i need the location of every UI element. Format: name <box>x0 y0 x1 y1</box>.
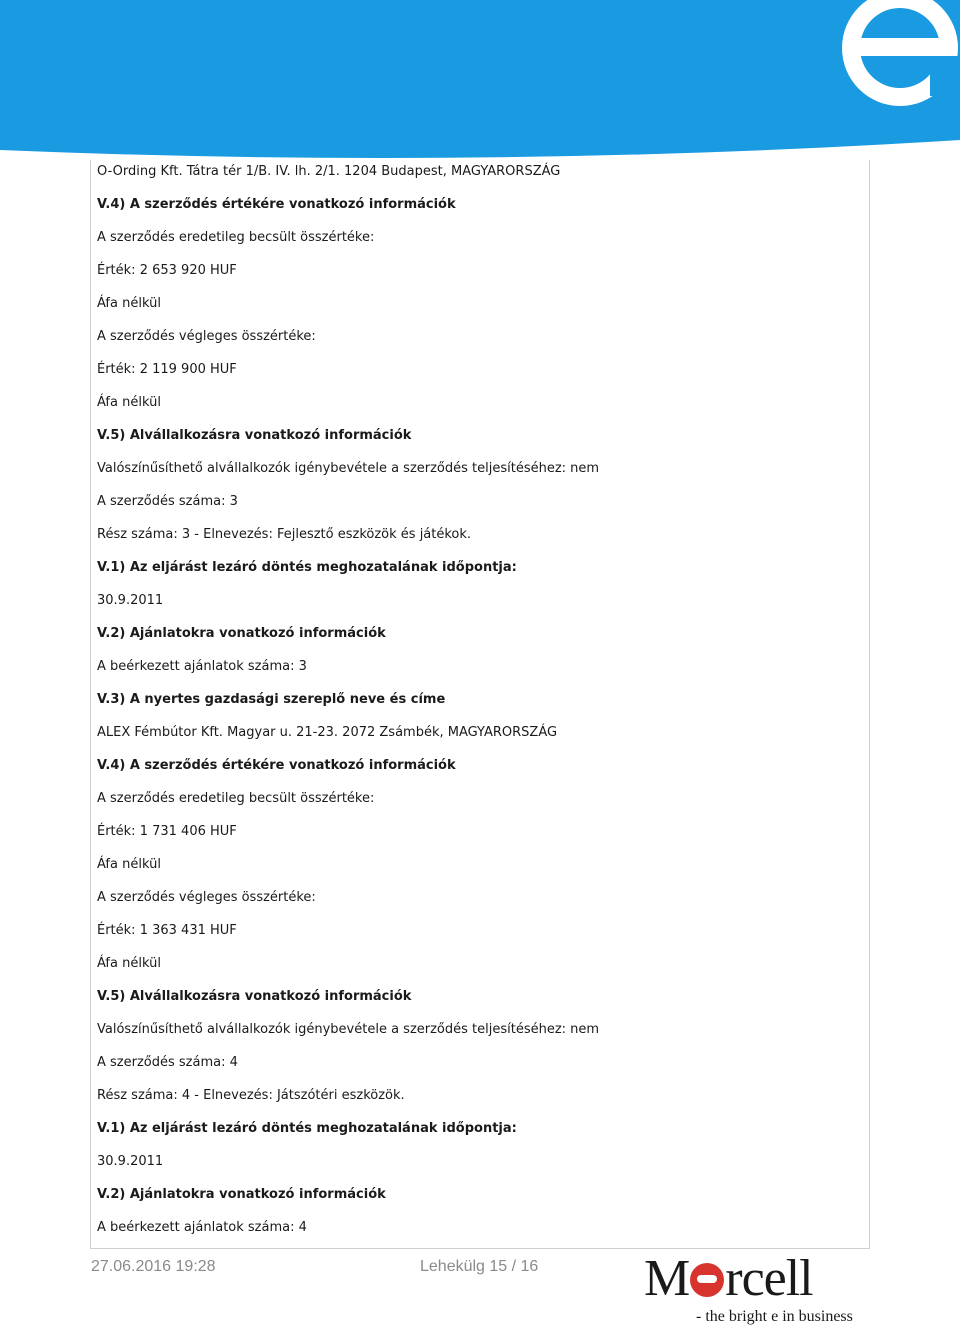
logo-word-start: M <box>644 1250 690 1307</box>
text-line: A szerződés végleges összértéke: <box>97 329 316 344</box>
text-line: Áfa nélkül <box>97 395 161 410</box>
section-heading: V.2) Ajánlatokra vonatkozó információk <box>97 1187 386 1202</box>
text-line: Rész száma: 3 - Elnevezés: Fejlesztő eszközök és játékok. <box>97 527 472 542</box>
section-heading: V.1) Az eljárást lezáró döntés meghozatalának időpontja: <box>97 1121 517 1136</box>
brand-e-icon <box>0 0 960 160</box>
text-line: A szerződés száma: 4 <box>97 1055 238 1070</box>
logo-wordmark <box>644 1252 813 1306</box>
section-heading: V.1) Az eljárást lezáró döntés meghozatalának időpontja: <box>97 560 517 575</box>
footer-page-number: Lehekülg 15 / 16 <box>420 1258 539 1275</box>
section-heading: V.4) A szerződés értékére vonatkozó információk <box>97 197 456 212</box>
footer-datetime: 27.06.2016 19:28 <box>91 1258 216 1275</box>
text-line: A szerződés eredetileg becsült összértéke: <box>97 230 375 245</box>
logo-tagline: - the bright e in business <box>696 1308 853 1325</box>
text-line: Áfa nélkül <box>97 857 161 872</box>
section-heading: V.3) A nyertes gazdasági szereplő neve és címe <box>97 692 446 707</box>
text-line: Áfa nélkül <box>97 956 161 971</box>
text-line: ALEX Fémbútor Kft. Magyar u. 21-23. 2072 Zsámbék, MAGYARORSZÁG <box>97 725 558 740</box>
text-line: A szerződés eredetileg becsült összértéke: <box>97 791 375 806</box>
text-line: Valószínűsíthető alvállalkozók igénybevétele a szerződés teljesítéséhez: nem <box>97 461 600 476</box>
text-line: 30.9.2011 <box>97 593 164 608</box>
text-line: Áfa nélkül <box>97 296 161 311</box>
text-line: A beérkezett ajánlatok száma: 3 <box>97 659 307 674</box>
section-heading: V.5) Alvállalkozásra vonatkozó információk <box>97 989 412 1004</box>
text-line: Érték: 2 653 920 HUF <box>97 263 237 278</box>
text-line: Érték: 2 119 900 HUF <box>97 362 237 377</box>
text-line: 30.9.2011 <box>97 1154 164 1169</box>
section-heading: V.2) Ajánlatokra vonatkozó információk <box>97 626 386 641</box>
text-line: Érték: 1 363 431 HUF <box>97 923 237 938</box>
header-banner <box>0 0 960 160</box>
text-line: A beérkezett ajánlatok száma: 4 <box>97 1220 307 1235</box>
text-line: A szerződés száma: 3 <box>97 494 238 509</box>
document-body <box>97 163 857 1252</box>
text-line: Rész száma: 4 - Elnevezés: Játszótéri eszközök. <box>97 1088 405 1103</box>
marcell-logo <box>644 1252 866 1328</box>
section-heading: V.4) A szerződés értékére vonatkozó információk <box>97 758 456 773</box>
section-heading: V.5) Alvállalkozásra vonatkozó információk <box>97 428 412 443</box>
logo-word-end: rcell <box>725 1250 813 1307</box>
logo-e-icon <box>690 1263 724 1297</box>
text-line: Valószínűsíthető alvállalkozók igénybevétele a szerződés teljesítéséhez: nem <box>97 1022 600 1037</box>
text-line: A szerződés végleges összértéke: <box>97 890 316 905</box>
text-line: O-Ording Kft. Tátra tér 1/B. IV. lh. 2/1. 1204 Budapest, MAGYARORSZÁG <box>97 164 561 179</box>
text-line: Érték: 1 731 406 HUF <box>97 824 237 839</box>
